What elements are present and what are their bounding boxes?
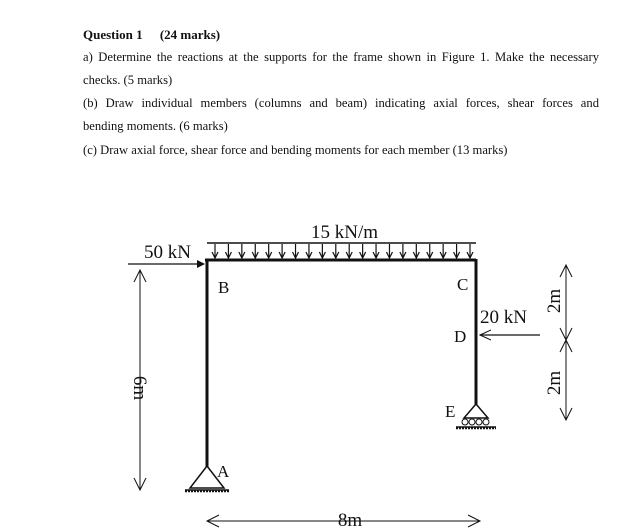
roller-support-e: [456, 404, 496, 428]
dimension-height-left: [129, 270, 150, 490]
udl-label: 15 kN/m: [311, 222, 379, 243]
part-b-line-1: (b) Draw individual members (columns and beam) indicating axial forces, shear forces and: [83, 96, 599, 110]
frame-members: [205, 259, 476, 486]
point-load-side: [480, 307, 540, 335]
udl-arrows: [212, 244, 473, 258]
node-d-label: D: [454, 327, 467, 346]
question-title: Question 1: [83, 27, 143, 42]
dim-height-label: 6m: [129, 375, 150, 401]
dim-right-upper-label: 2m: [544, 288, 565, 314]
part-b-line-2: bending moments. (6 marks): [83, 119, 228, 133]
dimension-right: [544, 265, 572, 420]
part-a-line-1: a) Determine the reactions at the supports for the frame shown in Figure 1. Make the necessary: [83, 50, 599, 64]
dim-right-lower-label: 2m: [544, 370, 565, 396]
node-e-label: E: [445, 402, 456, 421]
dimension-span: [207, 510, 480, 531]
node-a-label: A: [217, 462, 230, 481]
question-marks: (24 marks): [159, 27, 221, 42]
node-c-label: C: [457, 275, 469, 294]
point-load-top-label: 50 kN: [144, 242, 191, 263]
part-a-line-2: checks. (5 marks): [83, 73, 173, 87]
node-b-label: B: [218, 278, 230, 297]
udl-load: [207, 222, 476, 258]
part-c-text: (c) Draw axial force, shear force and bending moments for each member (13 marks): [83, 143, 508, 157]
dim-span-label: 8m: [337, 510, 363, 531]
point-load-side-label: 20 kN: [480, 307, 527, 328]
point-load-top: [128, 242, 204, 264]
